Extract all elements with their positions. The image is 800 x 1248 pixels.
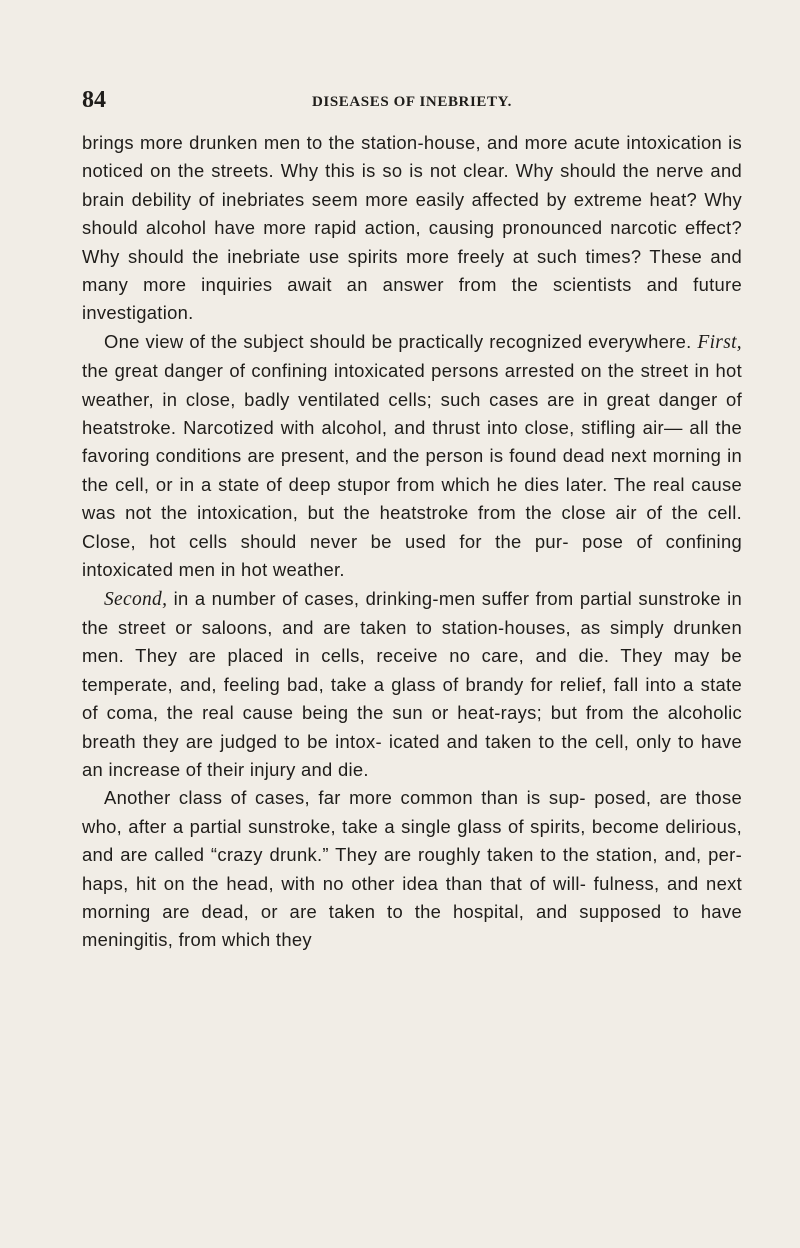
- page-header: [82, 86, 742, 118]
- book-page: [82, 86, 742, 955]
- running-head: DISEASES OF INEBRIETY.: [311, 94, 513, 110]
- paragraph-4-lead: Second,: [104, 588, 168, 610]
- paragraph-1-text: brings more drunken men to the station-house, and more acute intoxication is noticed on the streets. Why this is so is not clear. Why should the nerve and brain debility of inebriates seem more easily affected by extreme heat? Why should alcohol have more rapid action, causing pronounced narcotic effect? Why should the inebriate use spirits more freely at such times? These and many more inquiries await an answer from the scientists and future investigation.: [82, 132, 742, 324]
- paragraph-3-lead: First,: [697, 331, 742, 353]
- paragraph-2: [82, 328, 742, 585]
- body-text: [82, 129, 742, 955]
- paragraph-3-text: the great danger of confining intoxicated persons arrested on the street in hot weather, in close, badly ventilated cells; such cases are in great danger of heatstroke. Narcotized with alcohol, and thrust into close, stifling air— all the favoring conditions are present, and the person is found dead next morning in the cell, or in a state of deep stupor from which he dies later. The real cause was not the intoxication, but the heatstroke from the close air of the cell. Close, hot cells should never be used for the pur- pose of confining intoxicated men in hot weather.: [82, 360, 742, 581]
- paragraph-1: [82, 129, 742, 328]
- page-number: 84: [82, 87, 106, 113]
- paragraph-4: [82, 585, 742, 785]
- paragraph-5: [82, 784, 742, 954]
- paragraph-4-text: in a number of cases, drinking-men suffer from partial sunstroke in the street or saloons, and are taken to station-houses, as simply drunken men. They are placed in cells, receive no care, and die. They may be temperate, and, feeling bad, take a glass of brandy for relief, fall into a state of coma, the real cause being the sun or heat-rays; but from the alcoholic breath they are judged to be intox- icated and taken to the cell, only to have an increase of their injury and die.: [82, 587, 742, 780]
- paragraph-5-text: Another class of cases, far more common than is sup- posed, are those who, after a partial sunstroke, take a single glass of spirits, become delirious, and are called “crazy drunk.” They are roughly taken to the station, and, per- haps, hit on the head, with no other idea than that of will- fulness, and next morning are dead, or are taken to the hospital, and supposed to have meningitis, from which they: [82, 787, 742, 951]
- paragraph-2-text: One view of the subject should be practically recognized everywhere.: [104, 330, 692, 352]
